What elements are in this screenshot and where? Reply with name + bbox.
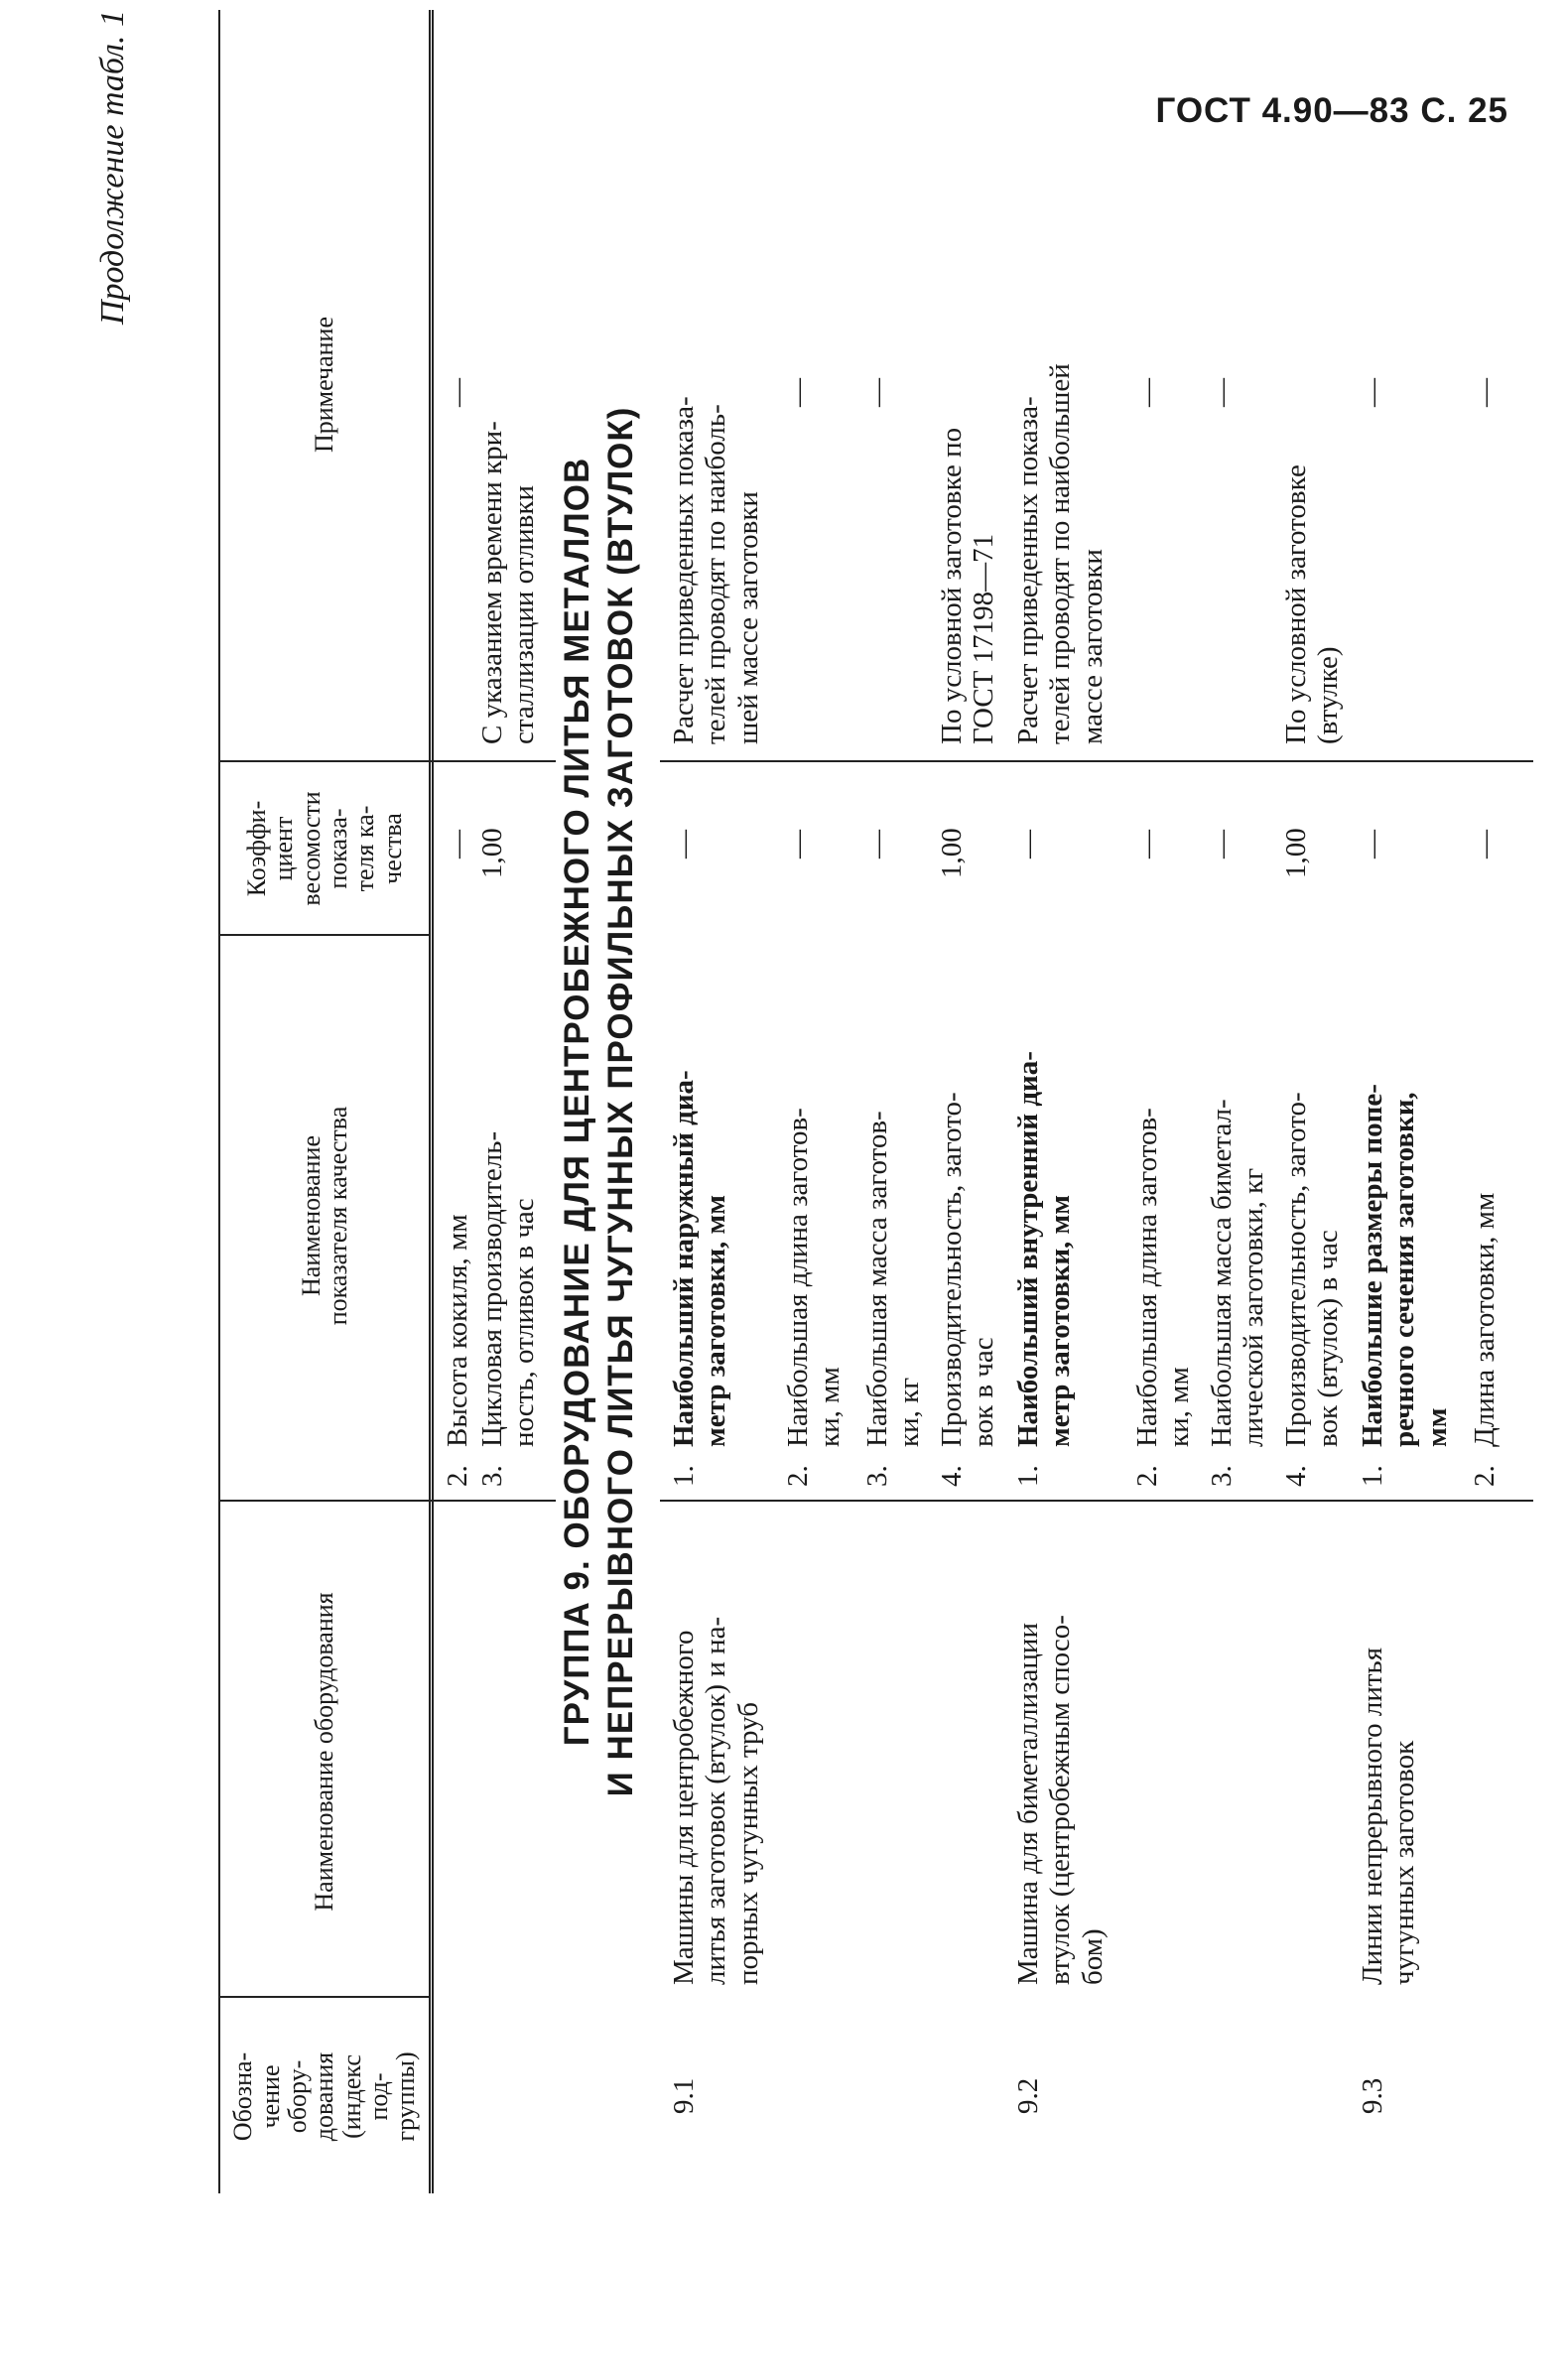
note-text: — bbox=[861, 378, 893, 407]
indicator-text: Наибольшая длина заготов- ки, мм bbox=[1131, 1108, 1196, 1447]
subgroup-code: 9.2 bbox=[1012, 2077, 1044, 2114]
coef-value: — bbox=[1357, 830, 1388, 858]
col-header-note: Примечание bbox=[310, 316, 339, 454]
column-divider bbox=[220, 1996, 429, 1998]
col-header-equipment: Наименование оборудования bbox=[310, 1592, 339, 1912]
row-number: 3. bbox=[476, 1465, 508, 1487]
equipment-name: Машина для биметаллизации втулок (центробежным спосо- бом) bbox=[1012, 1615, 1109, 1985]
indicator-text: Производительность, загото- вок (втулок) в час bbox=[1280, 1092, 1345, 1447]
coef-value: — bbox=[1012, 830, 1044, 858]
coef-value: 1,00 bbox=[936, 828, 968, 878]
row-number: 1. bbox=[1357, 1465, 1388, 1487]
coef-value: 1,00 bbox=[1280, 828, 1312, 878]
row-number: 2. bbox=[1469, 1465, 1501, 1487]
row-number: 4. bbox=[936, 1465, 968, 1487]
note-text: Расчет приведенных показа- телей проводят по наибольшей массе заготовки bbox=[1012, 363, 1109, 744]
indicator-text: Наибольший наружный диа- метр заготовки, мм bbox=[668, 1070, 732, 1447]
equipment-name: Линии непрерывного литья чугунных заготовок bbox=[1357, 1647, 1421, 1985]
note-text: — bbox=[1131, 378, 1163, 407]
equipment-name: Машины для центробежного литья заготовок (втулок) и на- порных чугунных труб bbox=[668, 1616, 764, 1985]
row-number: 2. bbox=[442, 1465, 473, 1487]
col-header-indicator: Наименование показателя качества bbox=[296, 1106, 352, 1326]
subgroup-code: 9.3 bbox=[1357, 2077, 1388, 2114]
indicator-text: Наибольшая масса биметал- лической заготовки, кг bbox=[1206, 1099, 1270, 1447]
note-text: С указанием времени кри- сталлизации отливки bbox=[476, 421, 541, 744]
indicator-text: Высота кокиля, мм bbox=[442, 1214, 473, 1447]
column-divider bbox=[427, 760, 556, 762]
note-text: — bbox=[1469, 378, 1501, 407]
coef-value: — bbox=[1131, 830, 1163, 858]
indicator-text: Длина заготовки, мм bbox=[1469, 1192, 1501, 1447]
row-number: 2. bbox=[1131, 1465, 1163, 1487]
coef-value: — bbox=[668, 830, 700, 858]
coef-value: — bbox=[1206, 830, 1238, 858]
column-divider bbox=[660, 1500, 1533, 1502]
row-number: 3. bbox=[861, 1465, 893, 1487]
column-divider bbox=[427, 1500, 556, 1502]
row-number: 4. bbox=[1280, 1465, 1312, 1487]
coef-value: — bbox=[1469, 830, 1501, 858]
coef-value: — bbox=[782, 830, 814, 858]
coef-value: 1,00 bbox=[476, 828, 508, 878]
row-number: 1. bbox=[1012, 1465, 1044, 1487]
indicator-text: Наибольшая масса заготов- ки, кг bbox=[861, 1111, 926, 1447]
column-divider bbox=[220, 760, 429, 762]
column-divider bbox=[220, 934, 429, 936]
note-text: По условной заготовке по ГОСТ 17198—71 bbox=[936, 427, 1000, 744]
row-number: 2. bbox=[782, 1465, 814, 1487]
group-9-title bbox=[556, 10, 643, 2193]
note-text: Расчет приведенных показа- телей проводят по наиболь- шей массе заготовки bbox=[668, 396, 764, 744]
column-divider bbox=[220, 1500, 429, 1502]
note-text: — bbox=[1206, 378, 1238, 407]
coef-value: — bbox=[442, 830, 473, 858]
indicator-text: Производительность, загото- вок в час bbox=[936, 1092, 1000, 1447]
note-text: — bbox=[782, 378, 814, 407]
group-9-title-line1: ГРУППА 9. ОБОРУДОВАНИЕ ДЛЯ ЦЕНТРОБЕЖНОГО ЛИТЬЯ МЕТАЛЛОВ bbox=[558, 457, 596, 1747]
note-text: — bbox=[442, 378, 473, 407]
continuation-title: Продолжение табл. 1 bbox=[94, 10, 131, 326]
rotated-table-page bbox=[94, 10, 1543, 2193]
row-number: 3. bbox=[1206, 1465, 1238, 1487]
indicator-text: Наибольшая длина заготов- ки, мм bbox=[782, 1108, 847, 1447]
coef-value: — bbox=[861, 830, 893, 858]
table-header bbox=[218, 10, 434, 2193]
page-header: ГОСТ 4.90—83 С. 25 bbox=[1155, 91, 1508, 130]
subgroup-code: 9.1 bbox=[668, 2077, 700, 2114]
indicator-text: Наибольшие размеры попе- речного сечения заготовки, мм bbox=[1357, 1084, 1453, 1447]
column-divider bbox=[660, 760, 1533, 762]
row-number: 1. bbox=[668, 1465, 700, 1487]
group-9-title-line2: И НЕПРЕРЫВНОГО ЛИТЬЯ ЧУГУННЫХ ПРОФИЛЬНЫХ ЗАГОТОВОК (ВТУЛОК) bbox=[600, 406, 640, 1797]
col-header-coef: Коэффи- циент весомости показа- теля ка- чества bbox=[242, 791, 407, 906]
indicator-text: Наибольший внутренний диа- метр заготовки, мм bbox=[1012, 1051, 1077, 1447]
note-text: По условной заготовке (втулке) bbox=[1280, 464, 1345, 744]
note-text: — bbox=[1357, 378, 1388, 407]
col-header-code: Обозна- чение обору- дования (индекс под- группы) bbox=[228, 2051, 421, 2142]
indicator-text: Цикловая производитель- ность, отливок в час bbox=[476, 1130, 541, 1447]
